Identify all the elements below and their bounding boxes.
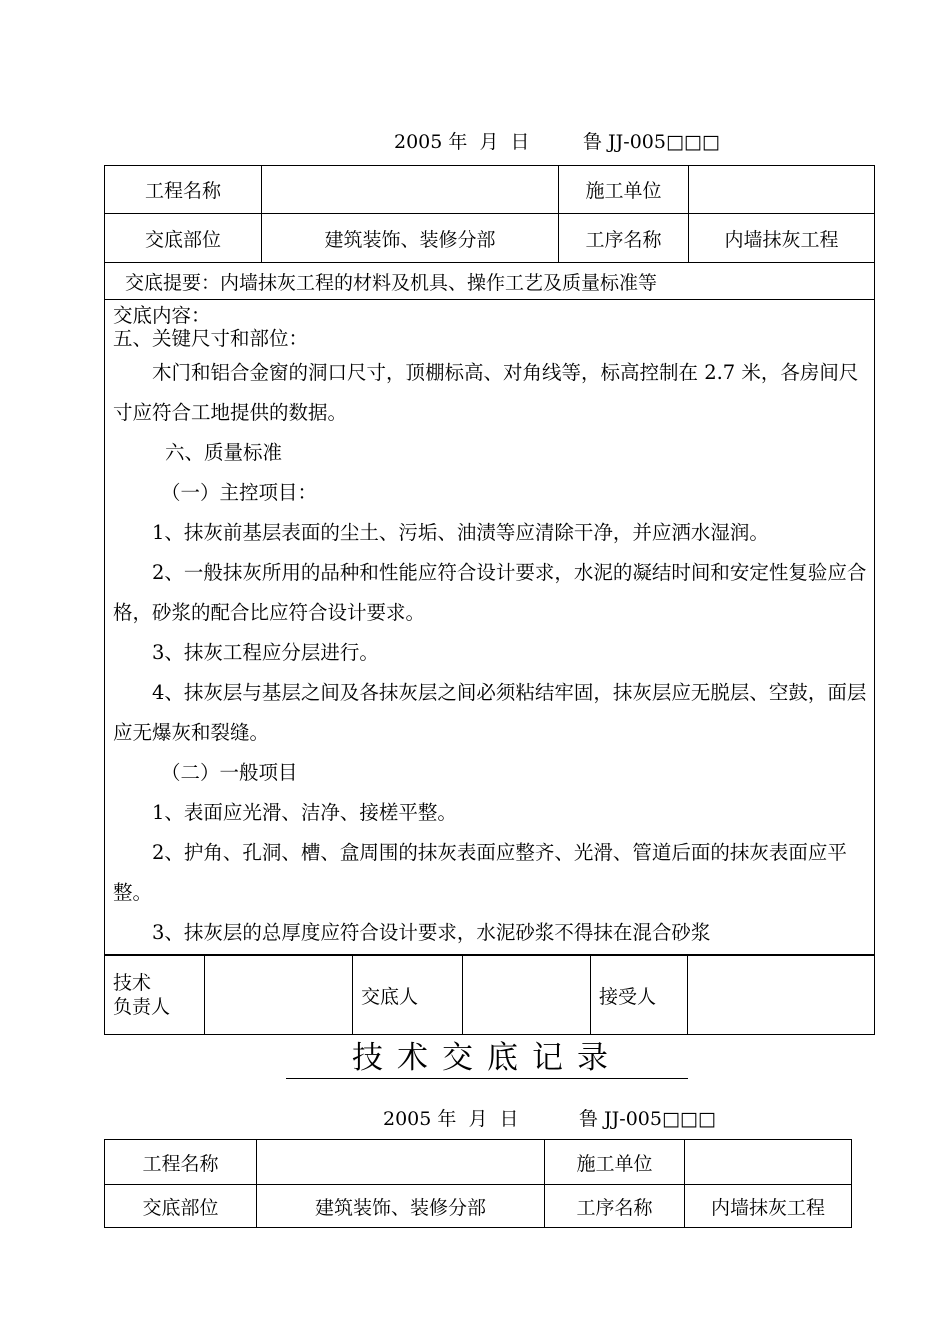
construction-unit-value <box>689 166 875 214</box>
second-project-name-value <box>257 1140 545 1185</box>
second-process-value: 内墙抹灰工程 <box>685 1185 852 1228</box>
content-heading: 交底内容： <box>113 304 211 327</box>
second-location-label: 交底部位 <box>105 1185 257 1228</box>
second-process-label: 工序名称 <box>545 1185 685 1228</box>
summary: 交底提要：内墙抹灰工程的材料及机具、操作工艺及质量标准等 <box>105 263 875 300</box>
project-name-label: 工程名称 <box>105 166 262 214</box>
main-item-1: 1、抹灰前基层表面的尘土、污垢、油渍等应清除干净，并应洒水湿润。 <box>152 521 769 544</box>
signature-table <box>104 955 875 1035</box>
receiver-signature[interactable] <box>688 956 875 1035</box>
main-items-heading: （一）主控项目： <box>161 481 318 504</box>
second-document-code: 鲁 JJ-005□□□ <box>579 1108 716 1130</box>
general-item-2: 2、护角、孔洞、槽、盒周围的抹灰表面应整齐、光滑、管道后面的抹灰表面应平整。 <box>113 841 847 904</box>
tech-lead-label-line1: 技术 <box>113 972 152 994</box>
date-line: 2005 年 月 日 <box>394 131 530 153</box>
second-project-name-label: 工程名称 <box>105 1140 257 1185</box>
location-value: 建筑装饰、装修分部 <box>262 214 559 263</box>
section-5-heading: 五、关键尺寸和部位： <box>113 327 309 350</box>
content-cell <box>105 300 875 955</box>
tech-lead-label <box>105 956 205 1035</box>
main-item-3: 3、抹灰工程应分层进行。 <box>152 641 379 664</box>
second-header-table <box>104 1139 852 1228</box>
main-item-4: 4、抹灰层与基层之间及各抹灰层之间必须粘结牢固，抹灰层应无脱层、空鼓，面层应无爆灰和裂缝。 <box>113 681 867 744</box>
process-value: 内墙抹灰工程 <box>689 214 875 263</box>
process-label: 工序名称 <box>559 214 689 263</box>
general-item-1: 1、表面应光滑、洁净、接槎平整。 <box>152 801 457 824</box>
discloser-label: 交底人 <box>353 956 463 1035</box>
project-name-value <box>262 166 559 214</box>
second-construction-unit-label: 施工单位 <box>545 1140 685 1185</box>
section-6-heading: 六、质量标准 <box>165 441 283 464</box>
second-date-line: 2005 年 月 日 <box>383 1108 519 1130</box>
document-code: 鲁 JJ-005□□□ <box>583 131 720 153</box>
discloser-signature[interactable] <box>463 956 591 1035</box>
location-label: 交底部位 <box>105 214 262 263</box>
main-item-2: 2、一般抹灰所用的品种和性能应符合设计要求，水泥的凝结时间和安定性复验应合格，砂浆的配合比应符合设计要求。 <box>113 561 867 624</box>
page-title: 技术交底记录 <box>286 1038 688 1079</box>
general-item-3: 3、抹灰层的总厚度应符合设计要求，水泥砂浆不得抹在混合砂浆 <box>152 921 711 944</box>
tech-lead-label-line2: 负责人 <box>113 996 171 1018</box>
receiver-label: 接受人 <box>591 956 688 1035</box>
paragraph-dimensions: 木门和铝合金窗的洞口尺寸，顶棚标高、对角线等，标高控制在 2.7 米，各房间尺寸应符合工地提供的数据。 <box>113 361 859 424</box>
general-items-heading: （二）一般项目 <box>161 761 298 784</box>
construction-unit-label: 施工单位 <box>559 166 689 214</box>
second-location-value: 建筑装饰、装修分部 <box>257 1185 545 1228</box>
tech-lead-signature[interactable] <box>205 956 353 1035</box>
second-construction-unit-value <box>685 1140 852 1185</box>
header-table <box>104 165 875 955</box>
